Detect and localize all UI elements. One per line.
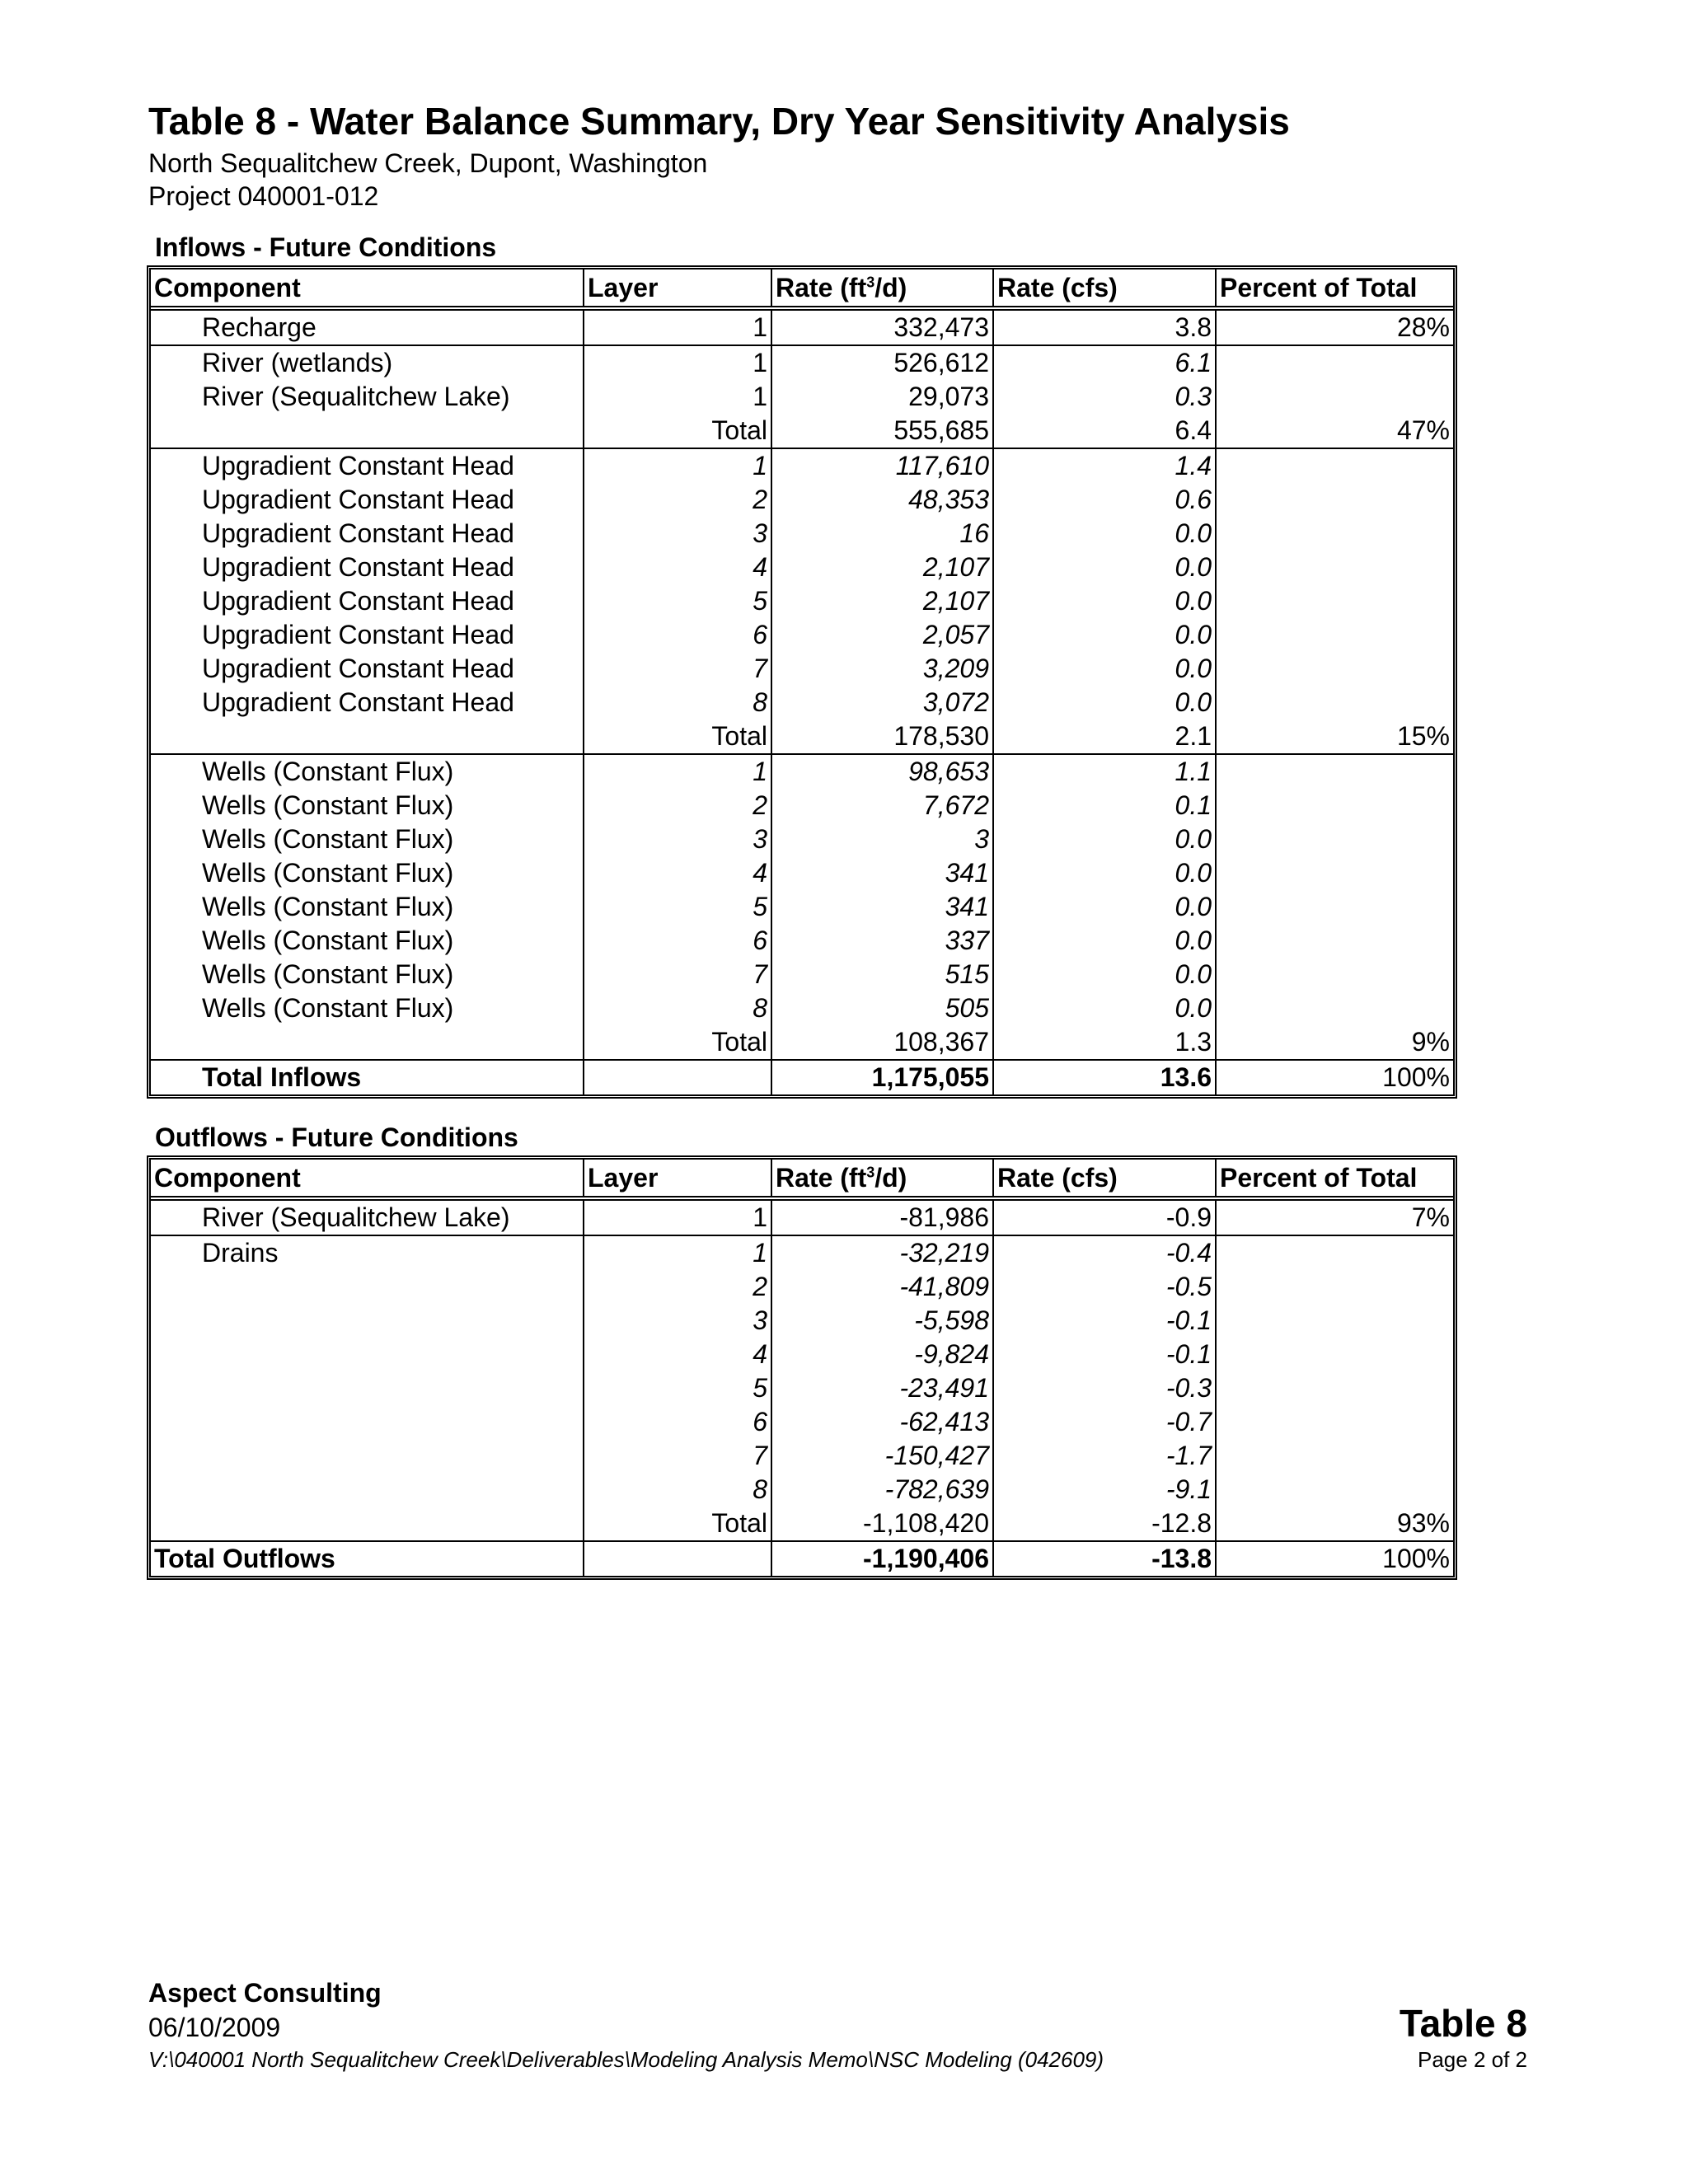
layer-cell: 1 <box>584 308 771 345</box>
percent-cell <box>1216 823 1453 856</box>
percent-cell <box>1216 448 1453 483</box>
header-rate-ft-suffix: /d) <box>874 273 907 302</box>
rate-ft-cell: -9,824 <box>771 1338 993 1371</box>
percent-cell <box>1216 754 1453 789</box>
footer-file-path: V:\040001 North Sequalitchew Creek\Deliverables\Modeling Analysis Memo\NSC Modeling (042609) <box>148 2047 1104 2072</box>
rate-cfs-cell: -12.8 <box>993 1507 1216 1541</box>
header-rate-cfs: Rate (cfs) <box>993 269 1216 308</box>
layer-cell: 5 <box>584 890 771 924</box>
percent-cell <box>1216 1439 1453 1473</box>
header-percent: Percent of Total <box>1216 269 1453 308</box>
rate-cfs-cell: 0.0 <box>993 652 1216 686</box>
table-row <box>151 823 1453 856</box>
rate-ft-cell: -5,598 <box>771 1304 993 1338</box>
rate-cfs-cell: -9.1 <box>993 1473 1216 1507</box>
layer-cell: 1 <box>584 1235 771 1270</box>
rate-cfs-cell: 0.0 <box>993 856 1216 890</box>
component-cell: Wells (Constant Flux) <box>151 958 584 991</box>
table-row <box>151 618 1453 652</box>
rate-cfs-cell: 0.0 <box>993 958 1216 991</box>
table-row <box>151 958 1453 991</box>
outflows-header-row <box>151 1160 1453 1198</box>
table-row <box>151 1025 1453 1060</box>
layer-cell: 4 <box>584 1338 771 1371</box>
page-subtitle: North Sequalitchew Creek, Dupont, Washington <box>148 148 708 178</box>
rate-ft-cell: 337 <box>771 924 993 958</box>
rate-cfs-cell: 0.0 <box>993 551 1216 584</box>
component-cell <box>151 1338 584 1371</box>
percent-cell <box>1216 380 1453 414</box>
table-row <box>151 754 1453 789</box>
percent-cell: 9% <box>1216 1025 1453 1060</box>
rate-ft-cell: 505 <box>771 991 993 1025</box>
percent-cell: 28% <box>1216 308 1453 345</box>
rate-ft-cell: -32,219 <box>771 1235 993 1270</box>
header-rate-ft-prefix: Rate (ft <box>776 1163 867 1193</box>
layer-cell: Total <box>584 1507 771 1541</box>
layer-cell: 8 <box>584 991 771 1025</box>
rate-cfs-cell: 0.0 <box>993 991 1216 1025</box>
table-row <box>151 1198 1453 1235</box>
component-cell: Wells (Constant Flux) <box>151 991 584 1025</box>
header-rate-ft-sup: 3 <box>866 1164 875 1181</box>
rate-cfs-cell: 0.6 <box>993 483 1216 517</box>
table-row <box>151 517 1453 551</box>
rate-ft-cell: 332,473 <box>771 308 993 345</box>
layer-cell: 6 <box>584 1405 771 1439</box>
component-cell <box>151 1473 584 1507</box>
footer-date: 06/10/2009 <box>148 2013 281 2042</box>
rate-ft-cell: 98,653 <box>771 754 993 789</box>
table-row <box>151 1270 1453 1304</box>
header-rate-ft-suffix: /d) <box>874 1163 907 1193</box>
total-rate-ft-cell: -1,190,406 <box>771 1541 993 1576</box>
layer-cell: 2 <box>584 789 771 823</box>
inflows-body <box>151 308 1453 1094</box>
rate-ft-cell: 108,367 <box>771 1025 993 1060</box>
component-cell: Upgradient Constant Head <box>151 551 584 584</box>
footer-table-label: Table 8 <box>1399 2002 1527 2045</box>
table-row <box>151 483 1453 517</box>
percent-cell <box>1216 991 1453 1025</box>
percent-cell <box>1216 345 1453 380</box>
rate-cfs-cell: 6.1 <box>993 345 1216 380</box>
rate-ft-cell: 16 <box>771 517 993 551</box>
rate-ft-cell: 7,672 <box>771 789 993 823</box>
percent-cell: 7% <box>1216 1198 1453 1235</box>
component-cell <box>151 1507 584 1541</box>
layer-cell: 5 <box>584 1371 771 1405</box>
percent-cell <box>1216 924 1453 958</box>
percent-cell <box>1216 1338 1453 1371</box>
rate-ft-cell: 2,057 <box>771 618 993 652</box>
layer-cell: 2 <box>584 1270 771 1304</box>
inflows-header-row <box>151 269 1453 308</box>
component-cell <box>151 1439 584 1473</box>
outflows-total-row <box>151 1541 1453 1576</box>
component-cell: River (Sequalitchew Lake) <box>151 380 584 414</box>
component-cell <box>151 1371 584 1405</box>
rate-ft-cell: 48,353 <box>771 483 993 517</box>
rate-ft-cell: 2,107 <box>771 551 993 584</box>
table-row <box>151 652 1453 686</box>
rate-ft-cell: 3,072 <box>771 686 993 719</box>
percent-cell <box>1216 1235 1453 1270</box>
rate-ft-cell: -81,986 <box>771 1198 993 1235</box>
rate-cfs-cell: 3.8 <box>993 308 1216 345</box>
component-cell: Upgradient Constant Head <box>151 483 584 517</box>
percent-cell <box>1216 1371 1453 1405</box>
component-cell: Upgradient Constant Head <box>151 448 584 483</box>
table-row <box>151 414 1453 448</box>
inflows-total-row <box>151 1060 1453 1094</box>
rate-cfs-cell: -0.9 <box>993 1198 1216 1235</box>
layer-cell: 7 <box>584 1439 771 1473</box>
component-cell <box>151 719 584 754</box>
percent-cell <box>1216 551 1453 584</box>
percent-cell: 47% <box>1216 414 1453 448</box>
rate-cfs-cell: 0.1 <box>993 789 1216 823</box>
percent-cell: 93% <box>1216 1507 1453 1541</box>
outflows-table <box>147 1155 1457 1580</box>
header-rate-ft <box>771 269 993 308</box>
rate-ft-cell: 341 <box>771 890 993 924</box>
total-percent-cell: 100% <box>1216 1060 1453 1094</box>
page-title: Table 8 - Water Balance Summary, Dry Year Sensitivity Analysis <box>148 100 1290 143</box>
rate-cfs-cell: 1.4 <box>993 448 1216 483</box>
rate-cfs-cell: -0.1 <box>993 1304 1216 1338</box>
rate-cfs-cell: -0.7 <box>993 1405 1216 1439</box>
table-row <box>151 719 1453 754</box>
rate-ft-cell: -41,809 <box>771 1270 993 1304</box>
table-row <box>151 1507 1453 1541</box>
table-row <box>151 345 1453 380</box>
percent-cell <box>1216 652 1453 686</box>
table-row <box>151 308 1453 345</box>
component-cell: Upgradient Constant Head <box>151 517 584 551</box>
layer-cell: 6 <box>584 924 771 958</box>
total-percent-cell: 100% <box>1216 1541 1453 1576</box>
header-component: Component <box>151 1160 584 1198</box>
rate-ft-cell: -1,108,420 <box>771 1507 993 1541</box>
component-cell: Wells (Constant Flux) <box>151 789 584 823</box>
layer-cell: 1 <box>584 754 771 789</box>
percent-cell <box>1216 958 1453 991</box>
layer-cell: 4 <box>584 551 771 584</box>
rate-cfs-cell: 0.0 <box>993 686 1216 719</box>
rate-ft-cell: 178,530 <box>771 719 993 754</box>
inflows-table <box>147 265 1457 1099</box>
outflows-body <box>151 1198 1453 1576</box>
rate-ft-cell: -150,427 <box>771 1439 993 1473</box>
percent-cell <box>1216 1270 1453 1304</box>
total-layer-cell <box>584 1541 771 1576</box>
table-row <box>151 789 1453 823</box>
layer-cell: 3 <box>584 823 771 856</box>
layer-cell: 1 <box>584 1198 771 1235</box>
layer-cell: 7 <box>584 958 771 991</box>
percent-cell <box>1216 789 1453 823</box>
table-row <box>151 1439 1453 1473</box>
component-cell: Wells (Constant Flux) <box>151 754 584 789</box>
component-cell: Wells (Constant Flux) <box>151 924 584 958</box>
layer-cell: Total <box>584 414 771 448</box>
total-layer-cell <box>584 1060 771 1094</box>
component-cell: Recharge <box>151 308 584 345</box>
rate-cfs-cell: 0.0 <box>993 517 1216 551</box>
layer-cell: 3 <box>584 1304 771 1338</box>
rate-cfs-cell: 0.0 <box>993 924 1216 958</box>
percent-cell: 15% <box>1216 719 1453 754</box>
layer-cell: 1 <box>584 345 771 380</box>
layer-cell: Total <box>584 1025 771 1060</box>
rate-ft-cell: 526,612 <box>771 345 993 380</box>
layer-cell: 6 <box>584 618 771 652</box>
table-row <box>151 1338 1453 1371</box>
table-row <box>151 584 1453 618</box>
header-layer: Layer <box>584 269 771 308</box>
rate-cfs-cell: 0.0 <box>993 584 1216 618</box>
percent-cell <box>1216 584 1453 618</box>
rate-ft-cell: -782,639 <box>771 1473 993 1507</box>
outflows-section-label: Outflows - Future Conditions <box>155 1122 518 1152</box>
rate-ft-cell: 3 <box>771 823 993 856</box>
table-row <box>151 890 1453 924</box>
layer-cell: 1 <box>584 380 771 414</box>
table-row <box>151 380 1453 414</box>
table-row <box>151 856 1453 890</box>
layer-cell: 5 <box>584 584 771 618</box>
rate-cfs-cell: -0.5 <box>993 1270 1216 1304</box>
rate-ft-cell: -62,413 <box>771 1405 993 1439</box>
rate-ft-cell: -23,491 <box>771 1371 993 1405</box>
total-rate-cfs-cell: -13.8 <box>993 1541 1216 1576</box>
rate-cfs-cell: -0.4 <box>993 1235 1216 1270</box>
component-cell <box>151 1025 584 1060</box>
header-rate-cfs: Rate (cfs) <box>993 1160 1216 1198</box>
layer-cell: Total <box>584 719 771 754</box>
rate-ft-cell: 2,107 <box>771 584 993 618</box>
percent-cell <box>1216 1405 1453 1439</box>
rate-cfs-cell: 1.3 <box>993 1025 1216 1060</box>
component-cell: Wells (Constant Flux) <box>151 823 584 856</box>
rate-cfs-cell: 6.4 <box>993 414 1216 448</box>
percent-cell <box>1216 890 1453 924</box>
component-cell: Upgradient Constant Head <box>151 686 584 719</box>
rate-cfs-cell: 0.3 <box>993 380 1216 414</box>
percent-cell <box>1216 686 1453 719</box>
rate-cfs-cell: 2.1 <box>993 719 1216 754</box>
table-row <box>151 686 1453 719</box>
layer-cell: 3 <box>584 517 771 551</box>
layer-cell: 8 <box>584 686 771 719</box>
layer-cell: 1 <box>584 448 771 483</box>
rate-ft-cell: 29,073 <box>771 380 993 414</box>
layer-cell: 8 <box>584 1473 771 1507</box>
table-row <box>151 924 1453 958</box>
component-cell <box>151 1405 584 1439</box>
table-row <box>151 448 1453 483</box>
table-row <box>151 1473 1453 1507</box>
component-cell <box>151 1270 584 1304</box>
component-cell: Upgradient Constant Head <box>151 584 584 618</box>
project-number: Project 040001-012 <box>148 181 379 211</box>
layer-cell: 4 <box>584 856 771 890</box>
percent-cell <box>1216 1304 1453 1338</box>
total-label-cell: Total Inflows <box>151 1060 584 1094</box>
rate-cfs-cell: 0.0 <box>993 823 1216 856</box>
percent-cell <box>1216 618 1453 652</box>
rate-ft-cell: 3,209 <box>771 652 993 686</box>
rate-ft-cell: 555,685 <box>771 414 993 448</box>
table-row <box>151 991 1453 1025</box>
component-cell <box>151 1304 584 1338</box>
component-cell: Wells (Constant Flux) <box>151 890 584 924</box>
rate-cfs-cell: -0.3 <box>993 1371 1216 1405</box>
header-rate-ft-sup: 3 <box>866 274 875 291</box>
table-row <box>151 1405 1453 1439</box>
component-cell: River (wetlands) <box>151 345 584 380</box>
layer-cell: 2 <box>584 483 771 517</box>
layer-cell: 7 <box>584 652 771 686</box>
percent-cell <box>1216 856 1453 890</box>
inflows-section-label: Inflows - Future Conditions <box>155 232 497 262</box>
component-cell: Drains <box>151 1235 584 1270</box>
table-row <box>151 1304 1453 1338</box>
total-label-cell: Total Outflows <box>151 1541 584 1576</box>
percent-cell <box>1216 1473 1453 1507</box>
total-rate-cfs-cell: 13.6 <box>993 1060 1216 1094</box>
rate-ft-cell: 515 <box>771 958 993 991</box>
footer-page-number: Page 2 of 2 <box>1418 2047 1527 2072</box>
rate-cfs-cell: -1.7 <box>993 1439 1216 1473</box>
header-rate-ft-prefix: Rate (ft <box>776 273 867 302</box>
rate-ft-cell: 341 <box>771 856 993 890</box>
rate-cfs-cell: 0.0 <box>993 890 1216 924</box>
percent-cell <box>1216 517 1453 551</box>
header-rate-ft <box>771 1160 993 1198</box>
table-row <box>151 1371 1453 1405</box>
rate-cfs-cell: 1.1 <box>993 754 1216 789</box>
rate-cfs-cell: 0.0 <box>993 618 1216 652</box>
component-cell: Upgradient Constant Head <box>151 652 584 686</box>
header-layer: Layer <box>584 1160 771 1198</box>
rate-cfs-cell: -0.1 <box>993 1338 1216 1371</box>
component-cell: River (Sequalitchew Lake) <box>151 1198 584 1235</box>
component-cell: Upgradient Constant Head <box>151 618 584 652</box>
header-percent: Percent of Total <box>1216 1160 1453 1198</box>
component-cell <box>151 414 584 448</box>
footer-company: Aspect Consulting <box>148 1978 382 2008</box>
total-rate-ft-cell: 1,175,055 <box>771 1060 993 1094</box>
table-row <box>151 1235 1453 1270</box>
table-row <box>151 551 1453 584</box>
percent-cell <box>1216 483 1453 517</box>
rate-ft-cell: 117,610 <box>771 448 993 483</box>
component-cell: Wells (Constant Flux) <box>151 856 584 890</box>
header-component: Component <box>151 269 584 308</box>
